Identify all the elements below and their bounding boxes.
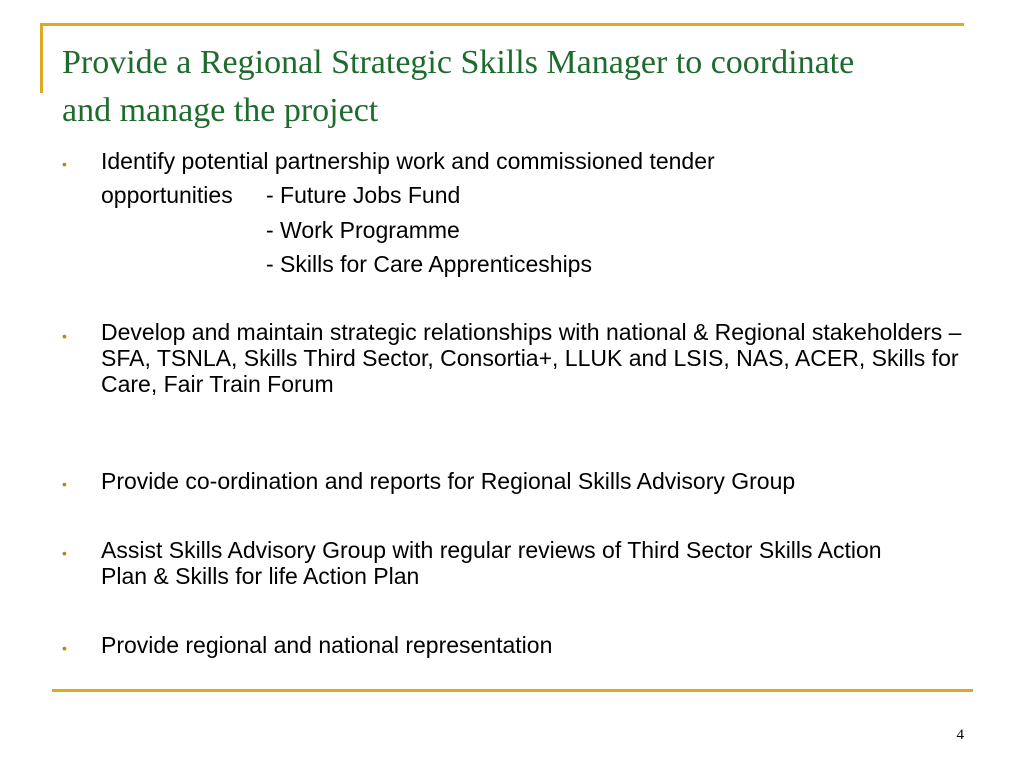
bullet-5-text: Provide regional and national representation bbox=[101, 632, 553, 658]
bottom-accent-rule bbox=[52, 689, 973, 692]
bullet-2-text: Develop and maintain strategic relationships with national & Regional stakeholders – SFA, TSNLA, Skills Third Sector, Consortia+, LLUK and LSIS, NAS, ACER, Skills for Care, Fair Train Forum bbox=[101, 319, 962, 397]
bullet-marker: • bbox=[62, 640, 67, 656]
sub-item-work-programme: - Work Programme bbox=[266, 217, 460, 243]
bullet-4-text: Assist Skills Advisory Group with regular reviews of Third Sector Skills Action Plan & Skills for life Action Plan bbox=[101, 537, 882, 589]
sub-item-future-jobs-fund: - Future Jobs Fund bbox=[266, 182, 461, 208]
bullet-marker: • bbox=[62, 156, 67, 172]
bullet-3-text: Provide co-ordination and reports for Regional Skills Advisory Group bbox=[101, 468, 796, 494]
bullet-marker: • bbox=[62, 328, 67, 344]
sub-item-skills-for-care: - Skills for Care Apprenticeships bbox=[266, 251, 592, 277]
title-line-1: Provide a Regional Strategic Skills Manager to coordinate bbox=[62, 44, 855, 81]
bullet-marker: • bbox=[62, 545, 67, 561]
bullet-marker: • bbox=[62, 476, 67, 492]
bullet-1-line-1: Identify potential partnership work and commissioned tender bbox=[101, 148, 715, 174]
bullet-1-line-2: opportunities bbox=[101, 182, 233, 208]
page-number: 4 bbox=[956, 727, 964, 743]
title-line-2: and manage the project bbox=[62, 92, 379, 129]
